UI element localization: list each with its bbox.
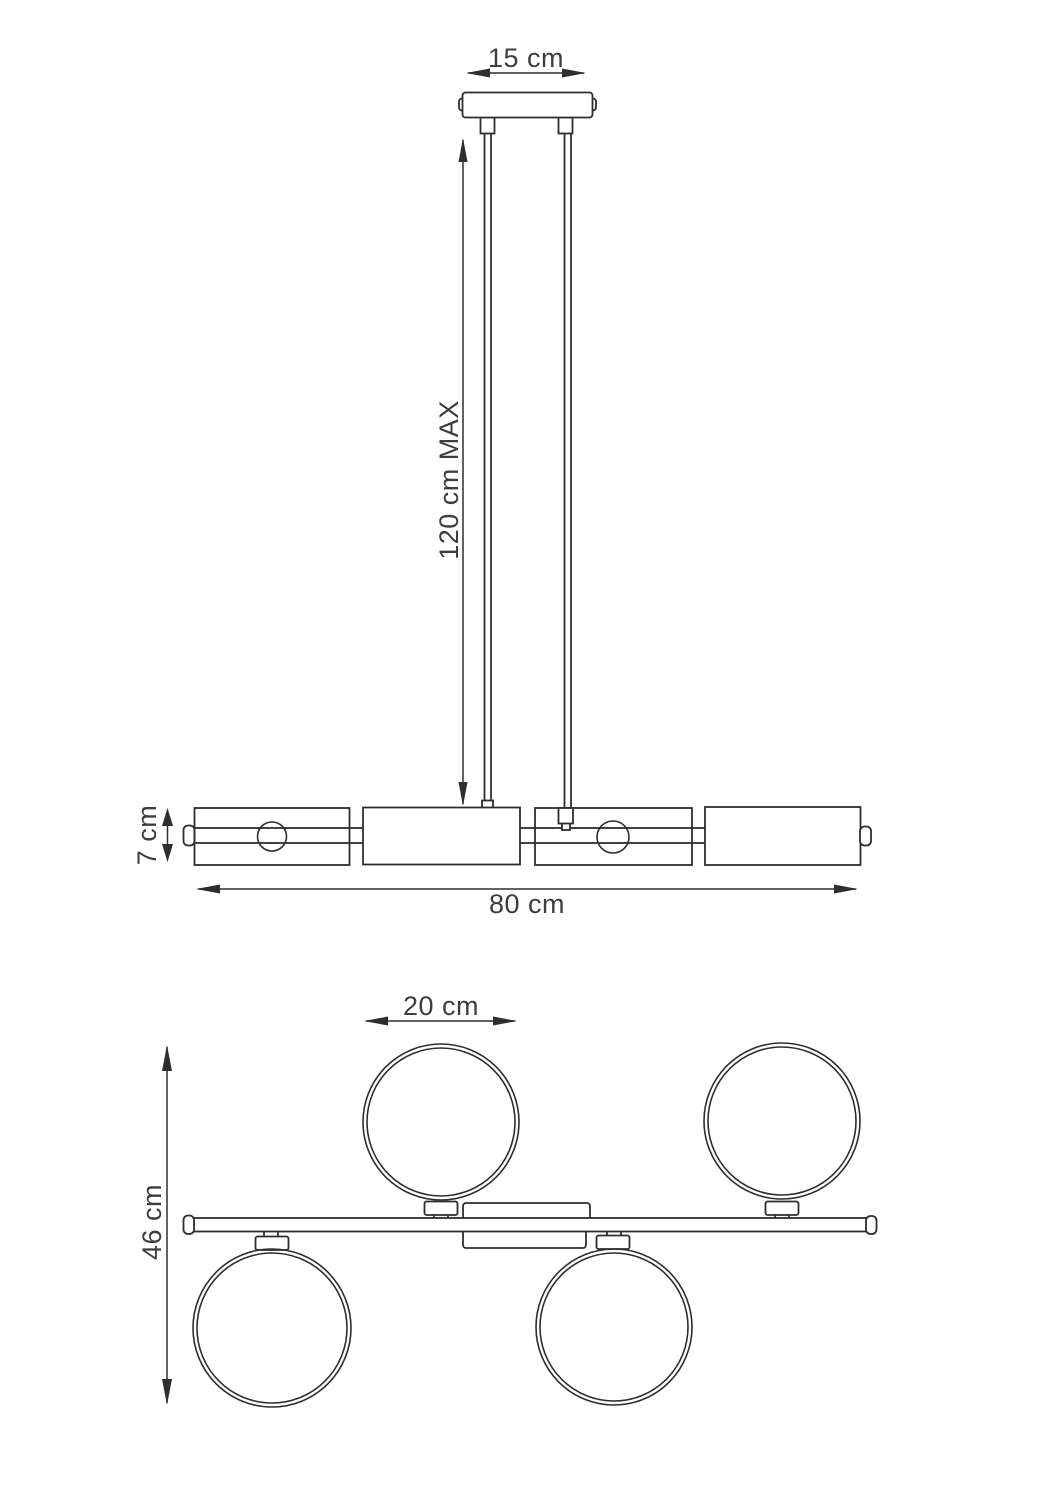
arrowhead-down: [162, 844, 173, 862]
globe-outer: [536, 1249, 692, 1405]
canopy-stem-left: [481, 118, 495, 134]
suspension-rod-left: [485, 131, 492, 802]
dimension-label-globe-diameter: 20 cm: [402, 991, 480, 1021]
bar-end-cap-left: [184, 1216, 195, 1235]
arrowhead-left: [364, 1017, 388, 1026]
fixture-bar-plan: [184, 1216, 877, 1235]
glass-globe-top-right: [704, 1043, 860, 1199]
fixture-bar: [189, 1218, 867, 1232]
dimension-bar-height: [132, 805, 173, 866]
arrowhead-up: [162, 1045, 172, 1071]
arrowhead-right: [834, 885, 858, 894]
globe-outer: [363, 1044, 519, 1200]
arrowhead-right: [562, 69, 586, 78]
globe-inner: [367, 1048, 515, 1196]
bar-end-cap-right: [866, 1216, 877, 1234]
arrowhead-up: [459, 138, 468, 162]
arrowhead-down: [459, 782, 468, 806]
suspension-rods: [482, 131, 571, 809]
rod-bushing: [559, 808, 574, 830]
dimension-canopy-width: [466, 43, 586, 78]
globe-outer: [704, 1043, 860, 1199]
globe-outer: [193, 1249, 351, 1407]
side-view: [132, 43, 871, 919]
glass-globe-top-left: [363, 1044, 519, 1200]
arrowhead-left: [196, 885, 220, 894]
dimension-label-canopy-width: 15 cm: [487, 43, 565, 73]
dimension-overall-depth: [137, 1045, 172, 1405]
lamp-shade-side-4: [705, 807, 861, 865]
globe-inner: [708, 1047, 856, 1195]
dimension-label-suspension-height: 120 cm MAX: [434, 400, 464, 560]
glass-globe-bottom-left: [193, 1249, 351, 1407]
neck-block: [256, 1237, 289, 1251]
dimension-globe-diameter: [364, 991, 517, 1026]
globe-inner: [540, 1253, 688, 1401]
bar-end-cap-left: [184, 826, 195, 846]
lamp-shade-side-2: [363, 808, 520, 865]
arrowhead-right: [493, 1017, 517, 1026]
globe-inner: [197, 1253, 347, 1403]
canopy-stem-right: [559, 118, 573, 134]
arrowhead-down: [162, 1379, 172, 1405]
dimension-bar-length: [196, 885, 858, 920]
neck-block: [425, 1202, 458, 1216]
neck-block: [597, 1236, 630, 1250]
neck-block: [766, 1202, 799, 1216]
dimension-label-bar-length: 80 cm: [488, 889, 566, 919]
dimension-suspension-height: [434, 138, 468, 806]
plan-view: [137, 991, 877, 1407]
ceiling-canopy: [459, 93, 596, 134]
arrowhead-up: [162, 808, 173, 826]
glass-globe-bottom-right: [536, 1249, 692, 1405]
bar-end-cap-right: [860, 827, 871, 846]
bushing-block: [559, 808, 574, 824]
suspension-rod-right: [565, 131, 572, 809]
canopy-body: [463, 93, 593, 118]
arrowhead-left: [466, 69, 490, 78]
dimension-label-overall-depth: 46 cm: [137, 1183, 167, 1261]
dimension-label-bar-height: 7 cm: [132, 804, 162, 866]
